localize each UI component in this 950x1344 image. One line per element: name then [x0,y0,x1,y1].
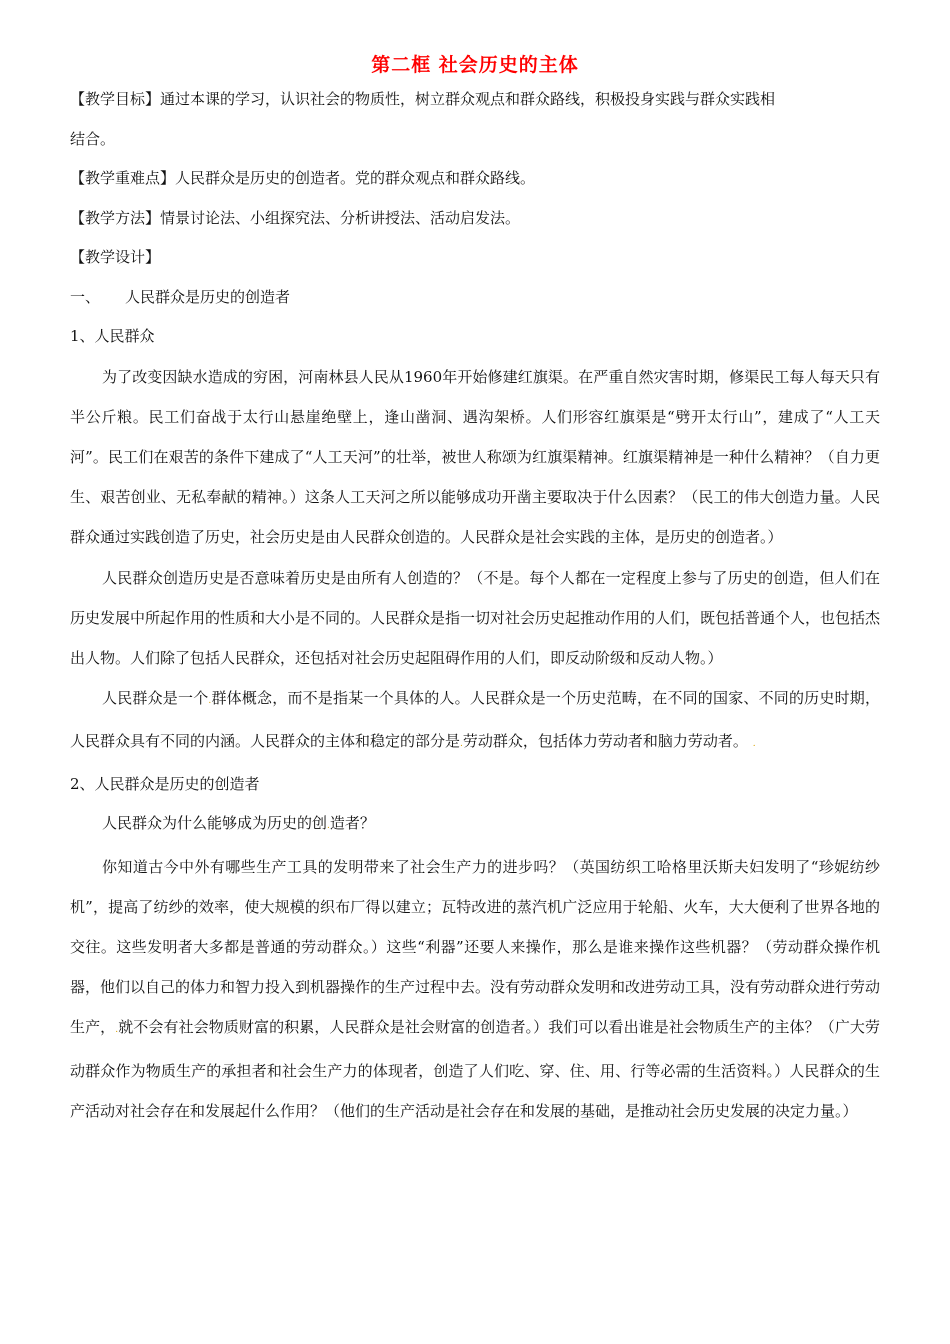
edit-mark: . [115,1025,119,1036]
objectives-text: 通过本课的学习，认识社会的物质性，树立群众观点和群众路线，积极投身实践与群众实践相 [160,90,776,108]
methods-line [70,199,880,239]
key-points-text: 人民群众是历史的创造者。党的群众观点和群众路线。 [175,169,536,187]
section-heading-1 [70,278,880,318]
methods-label: 【教学方法】 [70,208,161,227]
key-points-line [70,159,880,199]
paragraph-hongqiqu: 为了改变因缺水造成的穷困，河南林县人民从1960年开始修建红旗渠。在严重自然灾害时期，修渠民工每人每天只有半公斤粮。民工们奋战于太行山悬崖绝壁上，逢山凿洞、遇沟架桥。人们形容红旗渠是“劈开太行山”，建成了“人工天河”。民工们在艰苦的条件下建成了“人工天河”的壮举，被世人称颂为红旗渠精神。红旗渠精神是一种什么精神？（自力更生、艰苦创业、无私奉献的精神。）这条人工天河之所以能够成功开凿主要取决于什么因素？（民工的伟大创造力量。人民群众通过实践创造了历史，社会历史是由人民群众创造的。人民群众是社会实践的主体，是历史的创造者。） [70,367,880,547]
edit-mark: . [752,739,756,750]
paragraph-question: 人民群众为什么能够成为历史的创.造者？ [102,814,375,833]
subsection-heading-1: 1、人民群众 [70,327,155,345]
edit-mark: . [460,739,463,750]
section-heading-text: 人民群众是历史的创造者 [125,287,291,306]
methods-text: 情景讨论法、小组探究法、分析讲授法、活动启发法。 [160,208,521,227]
design-label: 【教学设计】 [70,248,161,266]
objectives-label: 【教学目标】 [70,90,161,108]
paragraph-all-people: 人民群众创造历史是否意味着历史是由所有人创造的？（不是。每个人都在一定程度上参与了历史的创造，但人们在历史发展中所起作用的性质和大小是不同的。人民群众是指一切对社会历史起推动作用的人们，既包括普通个人，也包括杰出人物。人们除了包括人民群众，还包括对社会历史起阻碍作用的人们，即反动阶级和反动人物。） [70,568,881,667]
key-points-label: 【教学重难点】 [70,169,176,187]
paragraph-group-concept: 人民群众是一个.群体概念，而不是指某一个具体的人。人民群众是一个历史范畴，在不同的国家、不同的历史时期，人民群众具有不同的内涵。人民群众的主体和稳定的部分是.劳动群众，包括体力劳动者和脑力劳动者。 . [70,689,880,751]
edit-mark: . [208,696,212,707]
document-page [70,52,880,1131]
paragraph-inventions: 你知道古今中外有哪些生产工具的发明带来了社会生产力的进步吗？（英国纺织工哈格里沃斯夫妇发明了“珍妮纺纱机”，提高了纺纱的效率，使大规模的织布厂得以建立；瓦特改进的蒸汽机广泛应用于轮船、火车，大大便利了世界各地的交往。这些发明者大多都是普通的劳动群众。）这些“利器”还要人来操作，那么是谁来操作这些机器？（劳动群众操作机器，他们以自己的体力和智力投入到机器操作的生产过程中去。没有劳动群众发明和改进劳动工具，没有劳动群众进行劳动生产，.就不会有社会物质财富的积累，人民群众是社会财富的创造者。）我们可以看出谁是社会物质生产的主体？（广大劳动群众作为物质生产的承担者和社会生产力的体现者，创造了人们吃、穿、住、用、行等必需的生活资料。）人民群众的生产活动对社会存在和发展起什么作用？（他们的生产活动是社会存在和发展的基础，是推动社会历史发展的决定力量。） [70,857,881,1120]
page-title: 第二框 社会历史的主体 [371,54,579,76]
objectives-line1 [70,80,880,120]
objectives-line2: 结合。 [70,129,116,148]
subsection-heading-2: 2、人民群众是历史的创造者 [70,774,260,793]
section-number: 一、 [70,287,101,306]
edit-mark: . [327,821,330,832]
